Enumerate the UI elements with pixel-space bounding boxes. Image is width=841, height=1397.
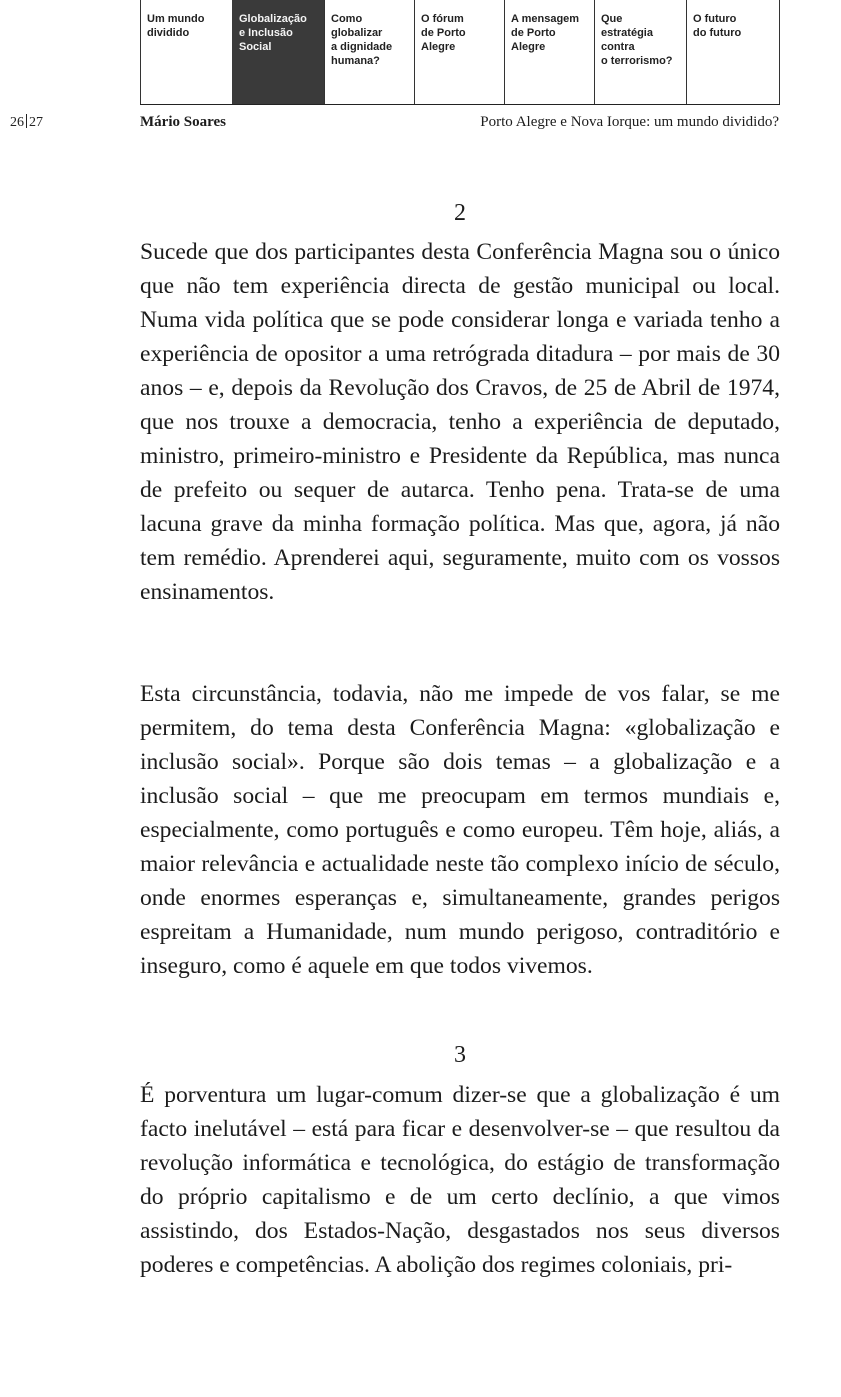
nav-item-futuro-do-futuro[interactable]: O futuro do futuro xyxy=(686,0,780,104)
page-number-left: 26 xyxy=(10,115,24,130)
author-name: Mário Soares xyxy=(140,114,226,130)
chapter-nav xyxy=(140,0,780,105)
section-number: 2 xyxy=(454,200,466,226)
section-number: 3 xyxy=(454,1042,466,1068)
nav-item-mensagem-porto-alegre[interactable]: A mensagem de Porto Alegre xyxy=(504,0,596,104)
page-number-divider xyxy=(26,114,27,128)
paragraph: Sucede que dos participantes desta Conferência Magna sou o único que não tem experiência directa de gestão municipal ou local. Numa vida política que se pode considerar longa e variada tenho a experiência de opositor a uma retrógrada ditadura – por mais de 30 anos – e, depois da Revolução dos Cravos, de 25 de Abril de 1974, que nos trouxe a democracia, tenho a experiência de deputado, ministro, primeiro-ministro e Presidente da República, mas nunca de prefeito ou sequer de autarca. Tenho pena. Trata-se de uma lacuna grave da minha formação política. Mas que, agora, já não tem remédio. Aprenderei aqui, seguramente, muito com os vossos ensinamentos. xyxy=(140,239,780,605)
nav-item-forum-porto-alegre[interactable]: O fórum de Porto Alegre xyxy=(414,0,506,104)
nav-item-estrategia-terrorismo[interactable]: Que estratégia contra o terrorismo? xyxy=(594,0,686,104)
paragraph: É porventura um lugar-comum dizer-se que a globalização é um facto inelutável – está para ficar e desenvolver-se – que resultou da revolução informática e tecnológica, do estágio de transformação do próprio capitalismo e de um certo declínio, a que vimos assistindo, dos Estados-Nação, desgastados nos seus diversos poderes e competências. A abolição dos regimes coloniais, pri- xyxy=(140,1082,780,1278)
running-title: Porto Alegre e Nova Iorque: um mundo dividido? xyxy=(480,114,779,130)
page-number-right: 27 xyxy=(29,115,43,130)
paragraph: Esta circunstância, todavia, não me impede de vos falar, se me permitem, do tema desta Conferência Magna: «globalização e inclusão social». Porque são dois temas – a globalização e a inclusão social – que me preocupam em termos mundiais e, especialmente, como português e como europeu. Têm hoje, aliás, a maior relevância e actualidade neste tão complexo início de século, onde enormes esperanças e, simultaneamente, grandes perigos espreitam a Humanidade, num mundo perigoso, contraditório e inseguro, como é aquele em que todos vivemos. xyxy=(140,681,780,979)
nav-item-um-mundo-dividido[interactable]: Um mundo dividido xyxy=(140,0,232,104)
nav-item-globalizacao-inclusao-social[interactable]: Globalização e Inclusão Social xyxy=(232,0,324,104)
nav-item-como-globalizar[interactable]: Como globalizar a dignidade humana? xyxy=(324,0,416,104)
page-numbers xyxy=(10,114,43,131)
